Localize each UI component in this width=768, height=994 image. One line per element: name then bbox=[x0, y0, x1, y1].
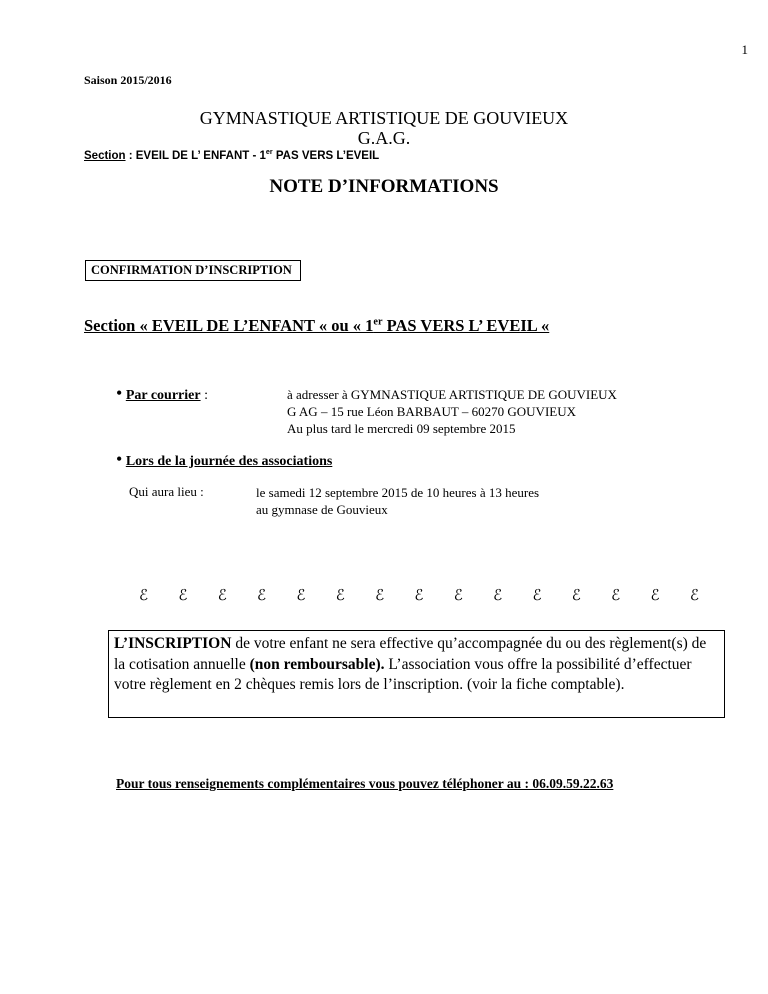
association-item bbox=[116, 449, 333, 470]
ornament-icon: ℰ bbox=[532, 588, 542, 604]
info-text-2: L’association vous offre la possibilité d’effectuer votre règlement en 2 chèques remis lors de l’inscription. (voir la fiche comptable). bbox=[114, 655, 692, 693]
info-bold-1: L’INSCRIPTION bbox=[114, 635, 232, 652]
ornament-icon: ℰ bbox=[453, 588, 463, 604]
ornament-icon: ℰ bbox=[414, 588, 424, 604]
ornament-icon: ℰ bbox=[571, 588, 581, 604]
eveil-heading-a: Section « EVEIL DE L’ENFANT « ou « 1 bbox=[84, 316, 374, 335]
eveil-heading-b: PAS VERS L’ EVEIL « bbox=[382, 316, 550, 335]
section-label: Section bbox=[84, 150, 126, 162]
ornament-icon: ℰ bbox=[139, 588, 149, 604]
info-text-1: de votre enfant ne sera effective qu’accompagnée du ou des règlement(s) de la cotisation annuelle bbox=[114, 635, 707, 673]
info-bold-2: (non remboursable). bbox=[249, 655, 385, 673]
mail-address-line: G AG – 15 rue Léon BARBAUT – 60270 GOUVIEUX bbox=[287, 404, 576, 419]
ornament-icon: ℰ bbox=[493, 588, 503, 604]
section-sup: er bbox=[265, 148, 273, 157]
mail-item bbox=[116, 383, 208, 404]
club-title bbox=[0, 108, 768, 148]
ornament-icon: ℰ bbox=[650, 588, 660, 604]
note-title: NOTE D’INFORMATIONS bbox=[269, 176, 499, 197]
place-value-line: au gymnase de Gouvieux bbox=[256, 502, 388, 517]
ornament-icon: ℰ bbox=[689, 588, 699, 604]
place-label: Qui aura lieu : bbox=[129, 484, 204, 499]
association-label: Lors de la journée des associations bbox=[125, 454, 333, 469]
eveil-heading-sup: er bbox=[373, 316, 383, 328]
bullet-icon: • bbox=[116, 383, 123, 403]
contact-line: Pour tous renseignements complémentaires vous pouvez téléphoner au : 06.09.59.22.63 bbox=[116, 776, 614, 791]
section-text-b: PAS VERS L’EVEIL bbox=[272, 150, 380, 162]
ornament-icon: ℰ bbox=[178, 588, 188, 604]
confirmation-box: CONFIRMATION D’INSCRIPTION bbox=[85, 260, 301, 281]
club-title-line2: G.A.G. bbox=[357, 128, 411, 148]
mail-address bbox=[287, 386, 617, 437]
ornament-icon: ℰ bbox=[257, 588, 267, 604]
ornament-icon: ℰ bbox=[611, 588, 621, 604]
section-text-a: : EVEIL DE L’ ENFANT - 1 bbox=[125, 150, 266, 162]
ornament-icon: ℰ bbox=[296, 588, 306, 604]
info-box bbox=[108, 630, 725, 718]
ornament-divider bbox=[139, 586, 699, 605]
ornament-icon: ℰ bbox=[335, 588, 345, 604]
ornament-icon: ℰ bbox=[375, 588, 385, 604]
place-value bbox=[256, 484, 539, 518]
section-subtitle bbox=[84, 150, 379, 162]
page-number: 1 bbox=[741, 42, 748, 57]
place-value-line: le samedi 12 septembre 2015 de 10 heures à 13 heures bbox=[256, 485, 540, 500]
bullet-icon: • bbox=[116, 449, 123, 469]
mail-label: Par courrier bbox=[125, 388, 201, 403]
club-title-line1: GYMNASTIQUE ARTISTIQUE DE GOUVIEUX bbox=[199, 108, 569, 128]
ornament-icon: ℰ bbox=[217, 588, 227, 604]
eveil-heading bbox=[84, 316, 549, 336]
mail-address-line: Au plus tard le mercredi 09 septembre 2015 bbox=[287, 421, 516, 436]
season-label: Saison 2015/2016 bbox=[84, 73, 172, 87]
mail-address-line: à adresser à GYMNASTIQUE ARTISTIQUE DE GOUVIEUX bbox=[287, 387, 617, 402]
mail-colon: : bbox=[200, 388, 208, 403]
